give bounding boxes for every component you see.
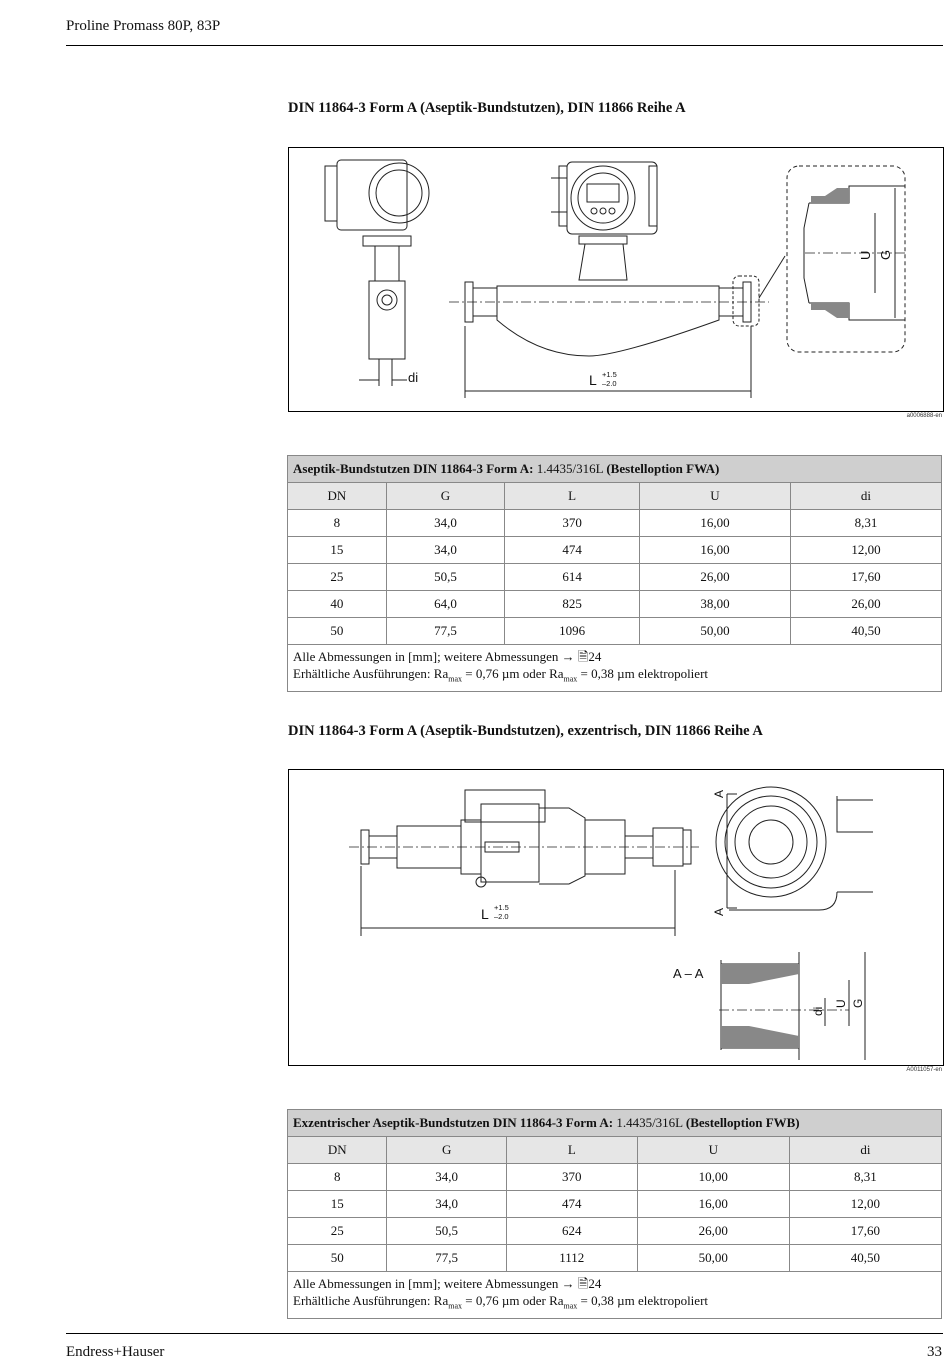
figure1-id: a0006888-en xyxy=(906,413,942,419)
page-ref-icon: 🗎 xyxy=(577,649,589,664)
header-rule xyxy=(66,45,943,46)
label-U: U xyxy=(858,250,873,260)
table-eccentric-dimensions xyxy=(287,1109,942,1319)
label-tol-minus-ecc: –2.0 xyxy=(494,912,509,921)
table2-caption: Exzentrischer Aseptik-Bundstutzen DIN 11864-3 Form A: 1.4435/316L (Bestelloption FWB) xyxy=(288,1110,942,1137)
label-tol-plus: +1.5 xyxy=(602,370,617,379)
figure2-id: A0011057-en xyxy=(906,1067,942,1073)
table-row: 15 34,0 474 16,00 12,00 xyxy=(288,537,942,564)
label-tol-minus: –2.0 xyxy=(602,379,617,388)
table-row: 40 64,0 825 38,00 26,00 xyxy=(288,591,942,618)
label-A-bottom: A xyxy=(712,907,726,916)
table1-header-row: DN G L U di xyxy=(288,483,942,510)
table-aseptic-dimensions xyxy=(287,455,942,692)
label-di: di xyxy=(408,370,419,385)
label-L: L xyxy=(589,372,597,388)
section1-title: DIN 11864-3 Form A (Aseptik-Bundstutzen), DIN 11866 Reihe A xyxy=(288,100,686,116)
table-row: 25 50,5 614 26,00 17,60 xyxy=(288,564,942,591)
label-tol-plus-ecc: +1.5 xyxy=(494,903,509,912)
table-row: 50 77,5 1096 50,00 40,50 xyxy=(288,618,942,645)
table1-caption: Aseptik-Bundstutzen DIN 11864-3 Form A: 1.4435/316L (Bestelloption FWA) xyxy=(288,456,942,483)
label-G: G xyxy=(878,249,893,260)
label-U-ecc: U xyxy=(834,999,848,1008)
table2-note: Alle Abmessungen in [mm]; weitere Abmessungen → 🗎24 Erhältliche Ausführungen: $Ra_{max} = 0,76$ µm oder $Ra_{max} = 0,38$ µm elektropoliert xyxy=(288,1272,942,1319)
table1-note: Alle Abmessungen in [mm]; weitere Abmessungen → 🗎24 Erhältliche Ausführungen: $Ra_{max} = 0,76$ µm oder $Ra_{max} = 0,38$ µm elektropoliert xyxy=(288,645,942,692)
label-section-AA: A – A xyxy=(673,966,704,981)
table-row: 50 77,5 1112 50,00 40,50 xyxy=(288,1245,942,1272)
table-row: 8 34,0 370 10,00 8,31 xyxy=(288,1164,942,1191)
label-L-ecc: L xyxy=(481,906,489,922)
table-row: 8 34,0 370 16,00 8,31 xyxy=(288,510,942,537)
figure-aseptic-connector xyxy=(288,147,944,412)
page-ref-icon: 🗎 xyxy=(577,1276,589,1291)
left-housing-cap xyxy=(325,166,337,221)
drawing-flowmeter-side-view xyxy=(289,148,943,411)
label-A-top: A xyxy=(712,789,726,798)
table-row: 25 50,5 624 26,00 17,60 xyxy=(288,1218,942,1245)
section2-title: DIN 11864-3 Form A (Aseptik-Bundstutzen), exzentrisch, DIN 11866 Reihe A xyxy=(288,723,763,739)
table2-header-row: DN G L U di xyxy=(288,1137,942,1164)
label-di-ecc: di xyxy=(811,1006,825,1016)
footer-company: Endress+Hauser xyxy=(66,1344,165,1360)
figure-eccentric-connector xyxy=(288,769,944,1066)
footer-rule xyxy=(66,1333,943,1334)
table-row: 15 34,0 474 16,00 12,00 xyxy=(288,1191,942,1218)
running-header: Proline Promass 80P, 83P xyxy=(66,18,221,34)
drawing-eccentric-view xyxy=(289,770,943,1065)
page-number: 33 xyxy=(927,1344,942,1360)
label-G-ecc: G xyxy=(851,998,865,1008)
